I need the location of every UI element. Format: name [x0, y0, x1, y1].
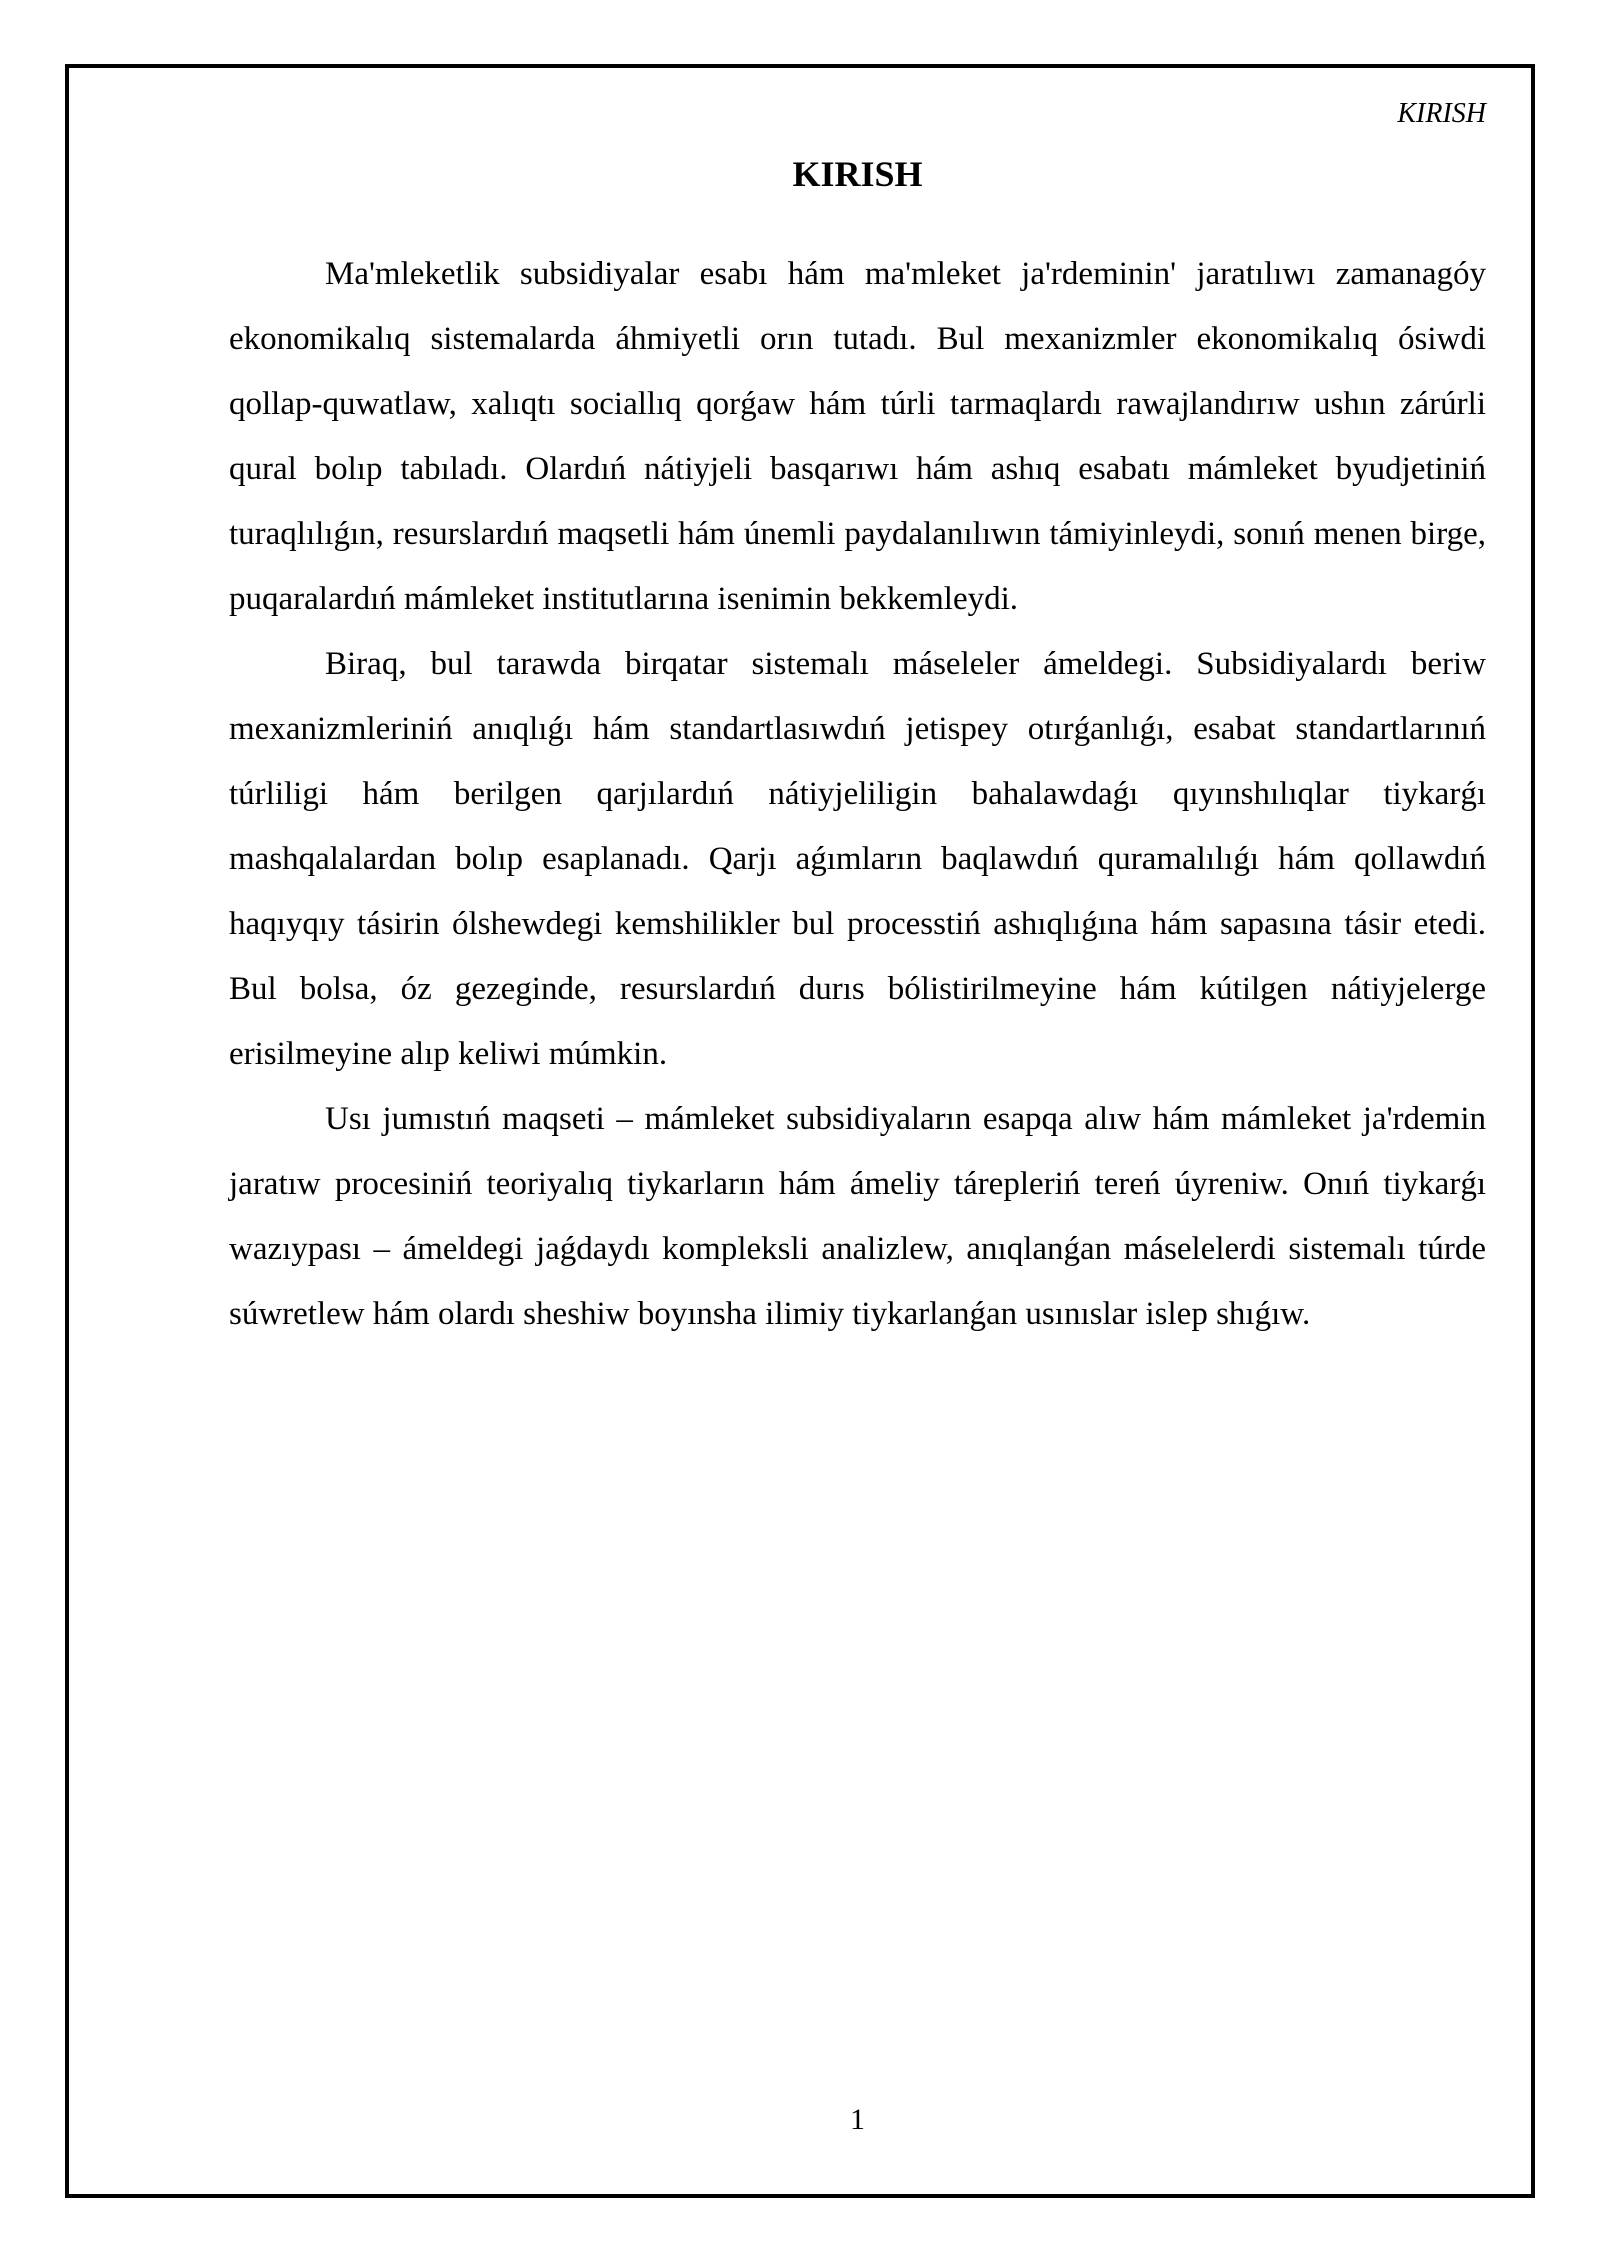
- page-number: 1: [850, 2103, 865, 2136]
- page-title: KIRISH: [792, 154, 923, 194]
- paragraph: Ma'mleketlik subsidiyalar esabı hám ma'mleket ja'rdeminin' jaratılıwı zamanagóy ekonomikalıq sistemalarda áhmiyetli orın tutadı. Bul mexanizmler ekonomikalıq ósiwdi qollap-quwatlaw, xalıqtı sociallıq qorǵaw hám túrli tarmaqlardı rawajlandırıw ushın zárúrli qural bolıp tabıladı. Olardıń nátiyjeli basqarıwı hám ashıq esabatı mámleket byudjetiniń turaqlılıǵın, resurslardıń maqsetli hám únemli paydalanılıwın támiyinleydi, sonıń menen birge, puqaralardıń mámleket institutlarına isenimin bekkemleydi.: [229, 256, 1486, 617]
- running-header: KIRISH: [1397, 98, 1486, 129]
- body-text: [229, 242, 1486, 1347]
- paragraph: Usı jumıstıń maqseti – mámleket subsidiyaların esapqa alıw hám mámleket ja'rdemin jaratıw procesiniń teoriyalıq tiykarların hám ámeliy tárepleriń tereń úyreniw. Onıń tiykarǵı wazıypası – ámeldegi jaǵdaydı kompleksli analizlew, anıqlanǵan máselelerdi sistemalı túrde súwretlew hám olardı sheshiw boyınsha ilimiy tiykarlanǵan usınıslar islep shıǵıw.: [229, 1101, 1486, 1332]
- paragraph: Biraq, bul tarawda birqatar sistemalı máseleler ámeldegi. Subsidiyalardı beriw mexanizmleriniń anıqlıǵı hám standartlasıwdıń jetispey otırǵanlıǵı, esabat standartlarınıń túrliligi hám berilgen qarjılardıń nátiyjeliligin bahalawdaǵı qıyınshılıqlar tiykarǵı mashqalalardan bolıp esaplanadı. Qarjı aǵımların baqlawdıń quramalılıǵı hám qollawdıń haqıyqıy tásirin ólshewdegi kemshilikler bul processtiń ashıqlıǵına hám sapasına tásir etedi. Bul bolsa, óz gezeginde, resurslardıń durıs bólistirilmeyine hám kútilgen nátiyjelerge erisilmeyine alıp keliwi múmkin.: [229, 646, 1486, 1072]
